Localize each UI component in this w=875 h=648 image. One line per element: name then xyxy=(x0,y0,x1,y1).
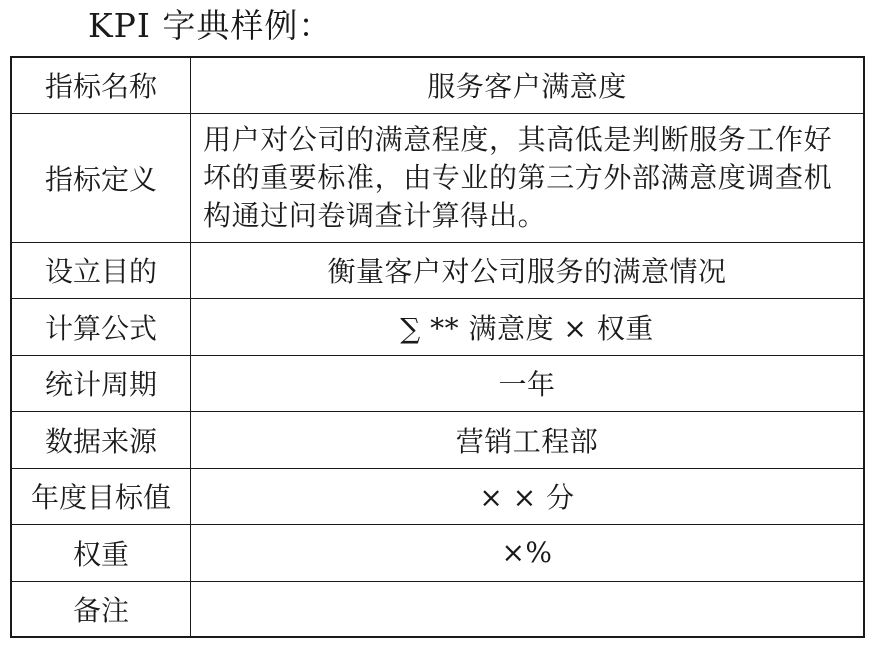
kpi-dictionary-table xyxy=(10,56,865,638)
row-label: 设立目的 xyxy=(11,242,191,298)
row-value: ×% xyxy=(191,524,865,581)
row-value: 一年 xyxy=(191,355,865,411)
row-label: 备注 xyxy=(11,581,191,637)
row-value xyxy=(191,581,865,637)
row-label: 计算公式 xyxy=(11,298,191,355)
row-label: 年度目标值 xyxy=(11,468,191,524)
row-value: 用户对公司的满意程度，其高低是判断服务工作好坏的重要标准，由专业的第三方外部满意度调查机构通过问卷调查计算得出。 xyxy=(191,113,865,242)
table-row xyxy=(11,581,864,637)
table-row xyxy=(11,524,864,581)
table-row xyxy=(11,468,864,524)
table-row xyxy=(11,242,864,298)
row-value: 营销工程部 xyxy=(191,411,865,468)
row-label: 统计周期 xyxy=(11,355,191,411)
page-title: KPI 字典样例： xyxy=(88,6,333,45)
row-value: 服务客户满意度 xyxy=(191,57,865,113)
row-label: 数据来源 xyxy=(11,411,191,468)
row-label: 指标定义 xyxy=(11,113,191,242)
table-row xyxy=(11,57,864,113)
row-value: ∑ ** 满意度 × 权重 xyxy=(191,298,865,355)
row-label: 指标名称 xyxy=(11,57,191,113)
row-label: 权重 xyxy=(11,524,191,581)
table-row xyxy=(11,113,864,242)
table-row xyxy=(11,298,864,355)
row-value: × × 分 xyxy=(191,468,865,524)
table-row xyxy=(11,355,864,411)
table-row xyxy=(11,411,864,468)
row-value: 衡量客户对公司服务的满意情况 xyxy=(191,242,865,298)
